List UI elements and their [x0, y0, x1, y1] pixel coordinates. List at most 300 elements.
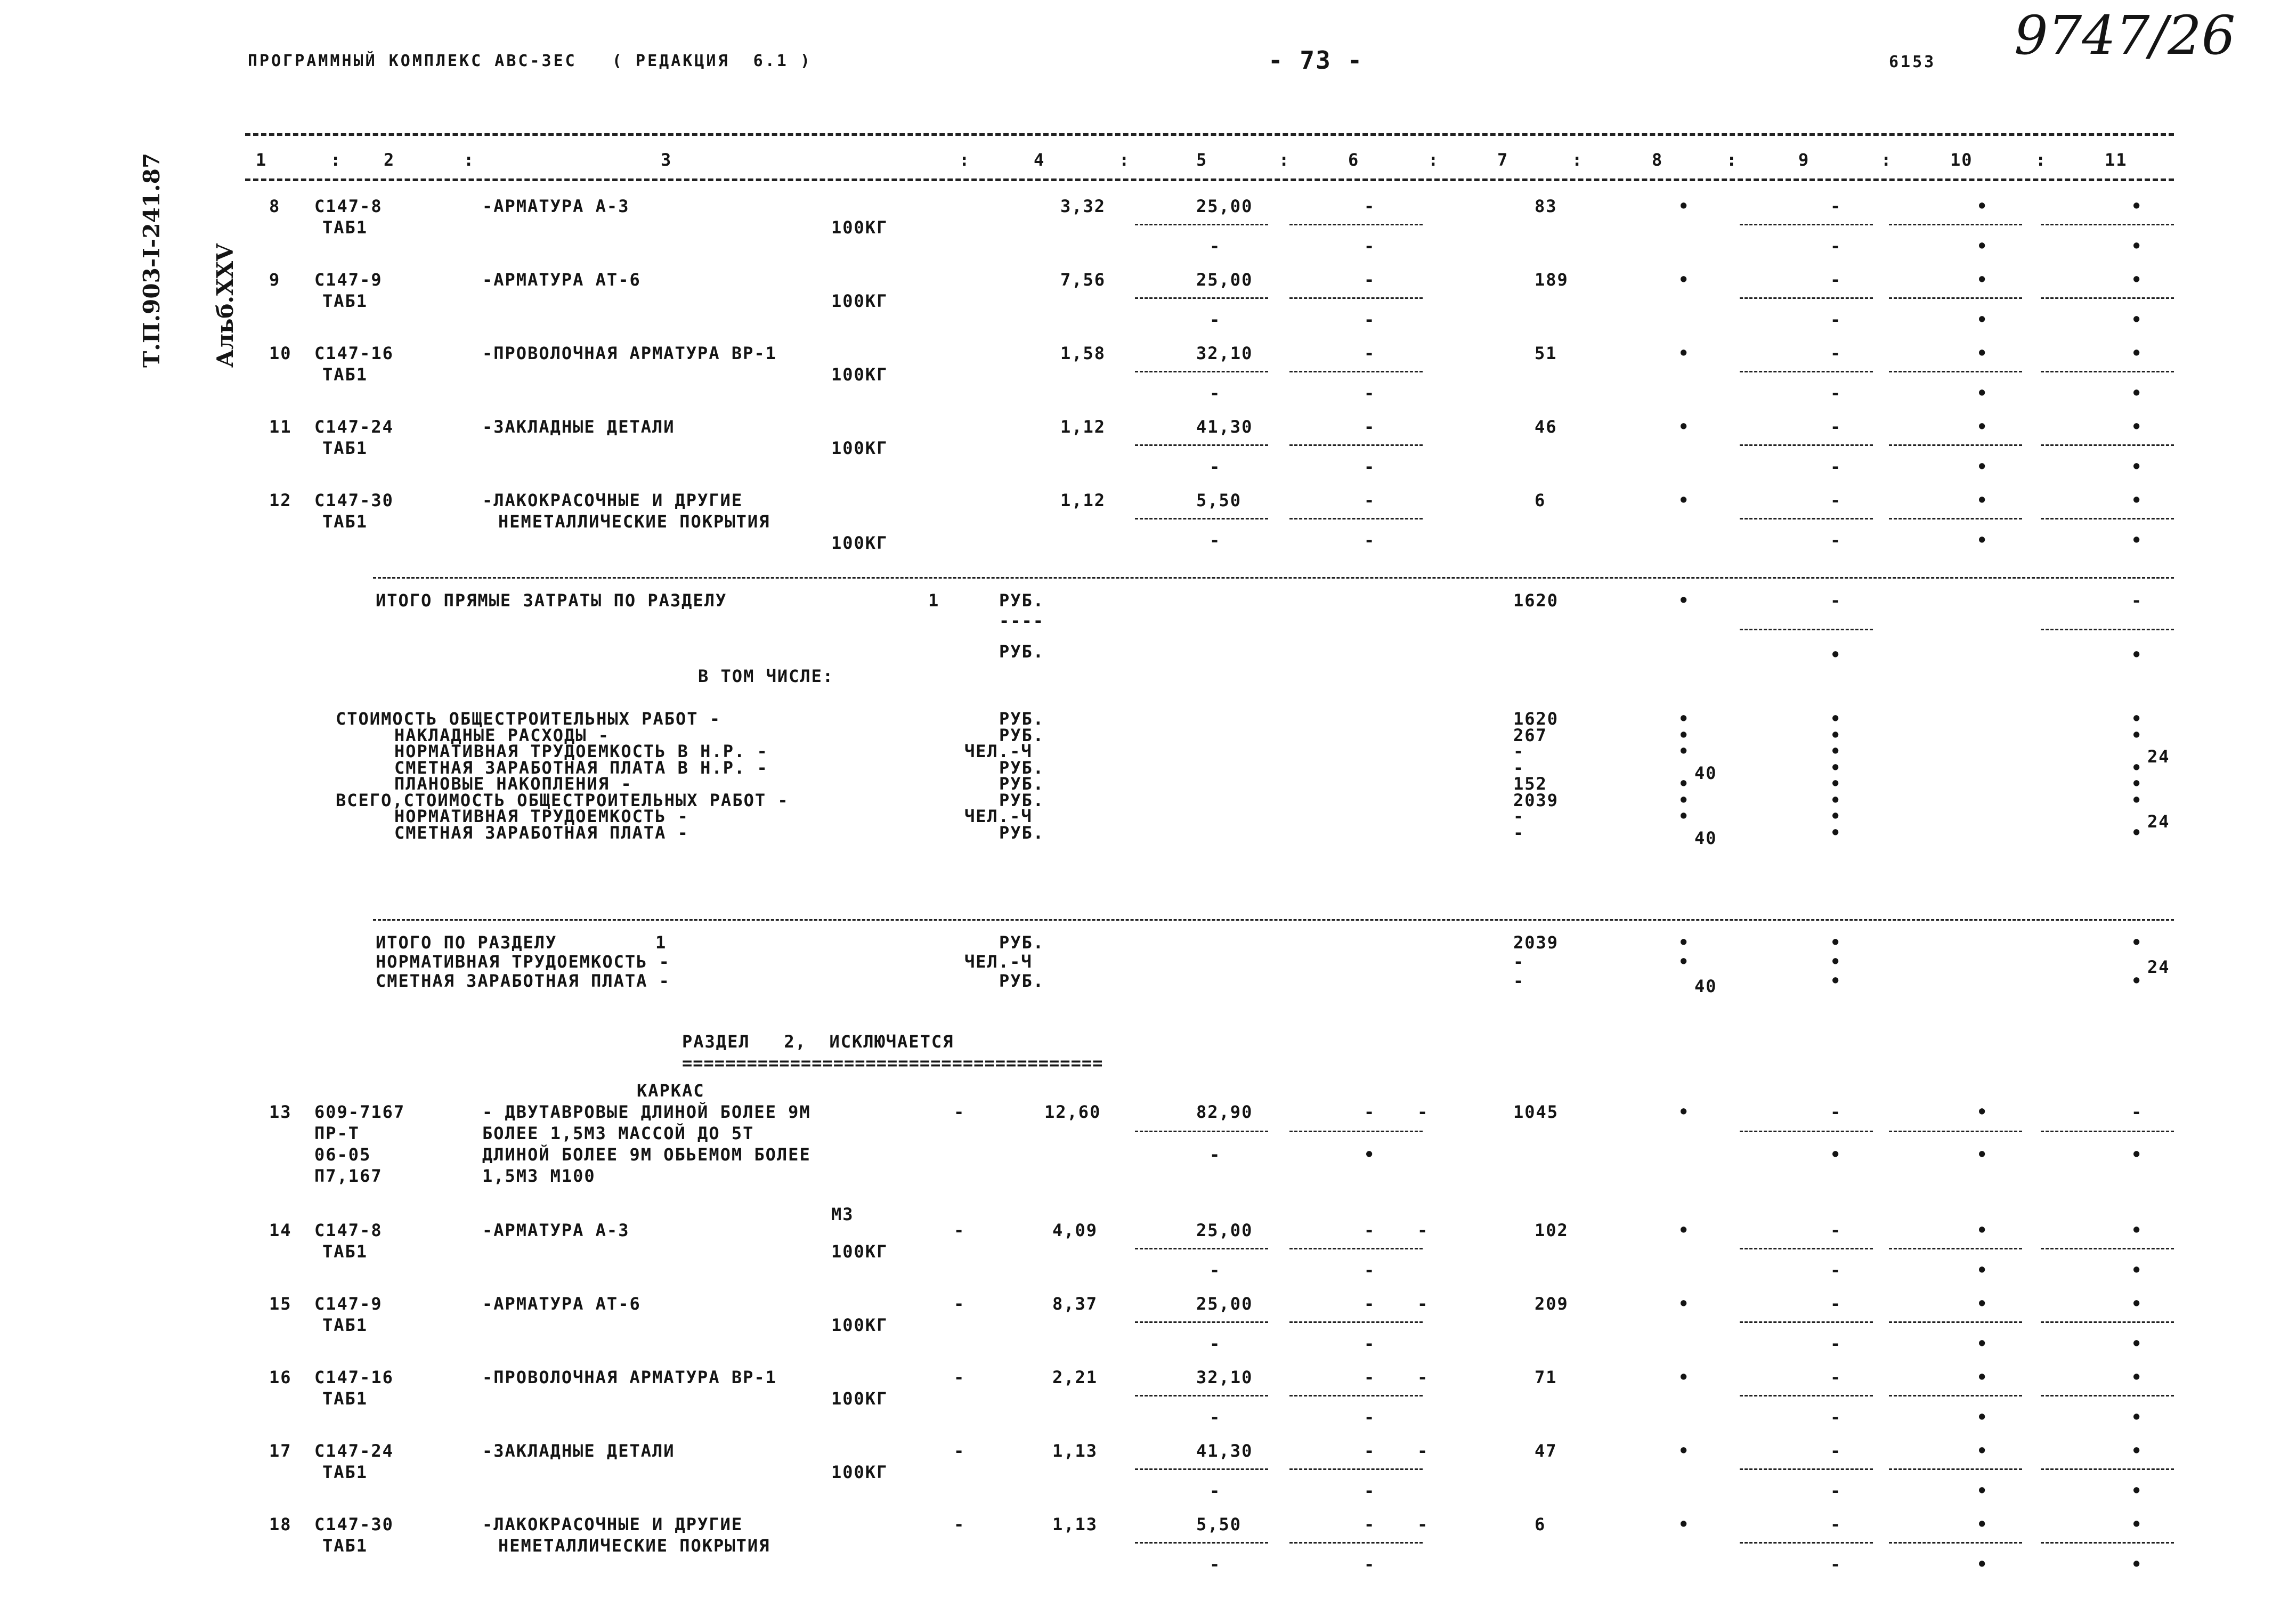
row-col6b: -	[1417, 1294, 1428, 1314]
row-col9-rule	[1740, 444, 1873, 446]
row-name: -ЛАКОКРАСОЧНЫЕ И ДРУГИЕ	[482, 1514, 743, 1534]
row-col9-rule	[1740, 1395, 1873, 1396]
row-below-11: •	[2131, 1554, 2142, 1574]
row-unit: 100КГ	[831, 1241, 888, 1262]
row-col7: 47	[1535, 1441, 1557, 1461]
summary-col8-mark: •	[1678, 774, 1689, 794]
section-total-rule	[373, 919, 2174, 921]
section-total-unit: РУБ.	[999, 971, 1045, 991]
row-col9-rule	[1740, 1131, 1873, 1132]
summary-col11-mark: •	[2131, 774, 2142, 794]
row-number: 13	[269, 1102, 292, 1122]
row-col9: -	[1830, 196, 1841, 216]
direct-costs-dash-11	[2041, 629, 2174, 630]
row-name: -АРМАТУРА А-3	[482, 196, 630, 216]
summary-label: НОРМАТИВНАЯ ТРУДОЕМКОСТЬ В Н.Р. -	[394, 741, 768, 761]
summary-label: НАКЛАДНЫЕ РАСХОДЫ -	[394, 725, 610, 745]
row-col8: •	[1678, 196, 1689, 216]
row-name: -АРМАТУРА А-3	[482, 1220, 630, 1240]
row-col11: •	[2131, 343, 2142, 363]
row-reference: ТАБ1	[322, 364, 368, 385]
row-col11-rule	[2041, 224, 2174, 225]
row-below-9: -	[1830, 310, 1841, 330]
column-number-3: 3	[661, 150, 672, 170]
row-below-10: •	[1977, 1481, 1987, 1501]
summary-col8-mark: •	[1678, 806, 1689, 826]
row-code: С147-24	[314, 417, 394, 437]
row-below-6: •	[1364, 1144, 1375, 1165]
row-code-line: ПР-Т	[314, 1123, 360, 1143]
row-number: 15	[269, 1294, 292, 1314]
direct-costs-c9-b: •	[1830, 645, 1841, 665]
row-col11-rule	[2041, 297, 2174, 299]
summary-col7: -	[1513, 741, 1525, 761]
row-below-11: •	[2131, 236, 2142, 256]
row-col10: •	[1977, 270, 1987, 290]
row-price-rule	[1135, 371, 1268, 372]
row-col10-rule	[1889, 518, 2022, 519]
row-col6: -	[1364, 343, 1375, 363]
row-col9: -	[1830, 1514, 1841, 1534]
row-name: -ЗАКЛАДНЫЕ ДЕТАЛИ	[482, 417, 675, 437]
summary-col11-mark: •	[2131, 725, 2142, 745]
row-price: 5,50	[1196, 490, 1242, 510]
row-quantity: 1,13	[1052, 1441, 1098, 1461]
row-col6b: -	[1417, 1367, 1428, 1387]
row-col11-rule	[2041, 371, 2174, 372]
row-dash-col4: -	[954, 1294, 964, 1314]
summary-col7: -	[1513, 757, 1525, 778]
document-code: 6153	[1889, 53, 1936, 71]
row-below-6: -	[1364, 1481, 1375, 1501]
row-col10-rule	[1889, 297, 2022, 299]
column-number-11: 11	[2105, 150, 2128, 170]
direct-costs-unit-2: РУБ.	[999, 642, 1045, 662]
summary-label: СТОИМОСТЬ ОБЩЕСТРОИТЕЛЬНЫХ РАБОТ -	[336, 709, 721, 729]
row-col10-rule	[1889, 1468, 2022, 1470]
row-below-6: -	[1364, 236, 1375, 256]
direct-costs-c9: -	[1830, 590, 1841, 611]
row-col9: -	[1830, 1102, 1841, 1122]
row-col11-rule	[2041, 444, 2174, 446]
row-col7: 46	[1535, 417, 1557, 437]
summary-unit: РУБ.	[999, 725, 1045, 745]
row-col11-rule	[2041, 1395, 2174, 1396]
section-total-col8: 40	[1694, 976, 1717, 996]
row-col6: -	[1364, 417, 1375, 437]
row-col6-rule	[1289, 371, 1423, 372]
row-below-11: •	[2131, 310, 2142, 330]
row-price: 41,30	[1196, 1441, 1253, 1461]
section-total-col11-mark: •	[2131, 932, 2142, 953]
row-reference: ТАБ1	[322, 291, 368, 311]
row-below-10: •	[1977, 1554, 1987, 1574]
row-number: 11	[269, 417, 292, 437]
row-dash-col4: -	[954, 1367, 964, 1387]
page-number: - 73 -	[1268, 46, 1364, 75]
row-col9: -	[1830, 1367, 1841, 1387]
row-reference: ТАБ1	[322, 1536, 368, 1556]
side-label	[91, 150, 287, 368]
row-number: 14	[269, 1220, 292, 1240]
summary-col11-mark: •	[2131, 822, 2142, 843]
direct-costs-c8: •	[1678, 590, 1689, 611]
row-price: 25,00	[1196, 1220, 1253, 1240]
row-col6-rule	[1289, 1321, 1423, 1323]
row-col6-rule	[1289, 1395, 1423, 1396]
row-col6-rule	[1289, 297, 1423, 299]
row-code-line: 06-05	[314, 1144, 371, 1165]
summary-col7: 152	[1513, 774, 1547, 794]
row-col6-rule	[1289, 444, 1423, 446]
row-below-5: -	[1210, 1260, 1220, 1280]
row-col11: •	[2131, 1220, 2142, 1240]
row-col11-rule	[2041, 1248, 2174, 1249]
column-number-1: 1	[256, 150, 267, 170]
direct-costs-value: 1620	[1513, 590, 1559, 611]
summary-col7: -	[1513, 806, 1525, 826]
column-number-5: 5	[1196, 150, 1208, 170]
row-col9: -	[1830, 417, 1841, 437]
section-total-label: СМЕТНАЯ ЗАРАБОТНАЯ ПЛАТА -	[376, 971, 670, 991]
column-separator: :	[1279, 150, 1289, 170]
row-below-9: •	[1830, 1144, 1841, 1165]
summary-unit: РУБ.	[999, 757, 1045, 778]
column-separator: :	[1726, 150, 1737, 170]
row-col8: •	[1678, 1220, 1689, 1240]
summary-col9-mark: •	[1830, 790, 1841, 810]
section-total-col9-mark: •	[1830, 971, 1841, 991]
row-below-10: •	[1977, 1407, 1987, 1427]
section-total-col11: 24	[2147, 957, 2170, 977]
row-reference: ТАБ1	[322, 1388, 368, 1409]
row-name: -ЛАКОКРАСОЧНЫЕ И ДРУГИЕ	[482, 490, 743, 510]
row-code-line: 609-7167	[314, 1102, 405, 1122]
row-col6: -	[1364, 1514, 1375, 1534]
row-below-5: -	[1210, 1334, 1220, 1354]
column-separator: :	[464, 150, 474, 170]
row-col6: -	[1364, 270, 1375, 290]
row-col11: •	[2131, 1294, 2142, 1314]
section-total-col7: -	[1513, 952, 1525, 972]
column-separator: :	[1881, 150, 1892, 170]
row-col11-rule	[2041, 1542, 2174, 1544]
row-col10: •	[1977, 196, 1987, 216]
row-col10-rule	[1889, 444, 2022, 446]
row-price-rule	[1135, 1468, 1268, 1470]
row-below-5: -	[1210, 236, 1220, 256]
row-col11: •	[2131, 1441, 2142, 1461]
row-below-10: •	[1977, 1334, 1987, 1354]
row-col8: •	[1678, 1367, 1689, 1387]
direct-costs-label: ИТОГО ПРЯМЫЕ ЗАТРАТЫ ПО РАЗДЕЛУ	[376, 590, 727, 611]
row-dash-col4: -	[954, 1514, 964, 1534]
row-below-10: •	[1977, 1260, 1987, 1280]
row-code-line: П7,167	[314, 1166, 383, 1186]
row-col10-rule	[1889, 1131, 2022, 1132]
row-quantity: 1,13	[1052, 1514, 1098, 1534]
row-quantity: 3,32	[1060, 196, 1106, 216]
row-col6: -	[1364, 1367, 1375, 1387]
row-reference: ТАБ1	[322, 1241, 368, 1262]
row-col11: •	[2131, 196, 2142, 216]
row-below-9: -	[1830, 1260, 1841, 1280]
row-col7: 83	[1535, 196, 1557, 216]
summary-col8: 40	[1694, 762, 1717, 783]
row-reference: ТАБ1	[322, 1315, 368, 1335]
summary-col11: 24	[2147, 746, 2170, 767]
summary-col8-mark: •	[1678, 709, 1689, 729]
row-dash-col4: -	[954, 1441, 964, 1461]
row-col6: -	[1364, 1220, 1375, 1240]
row-price-rule	[1135, 297, 1268, 299]
row-below-6: -	[1364, 1260, 1375, 1280]
row-col9-rule	[1740, 371, 1873, 372]
summary-col9-mark: •	[1830, 806, 1841, 826]
row-below-5: -	[1210, 1554, 1220, 1574]
row-below-9: -	[1830, 1481, 1841, 1501]
row-col11-rule	[2041, 518, 2174, 519]
row-col9: -	[1830, 1220, 1841, 1240]
row-below-11: •	[2131, 1260, 2142, 1280]
row-below-11: •	[2131, 530, 2142, 550]
summary-col11-mark: •	[2131, 757, 2142, 778]
section-total-label: НОРМАТИВНАЯ ТРУДОЕМКОСТЬ -	[376, 952, 670, 972]
column-separator: :	[330, 150, 341, 170]
row-number: 10	[269, 343, 292, 363]
column-number-6: 6	[1348, 150, 1360, 170]
row-col6b: -	[1417, 1220, 1428, 1240]
direct-costs-section: 1	[928, 590, 940, 611]
row-code: С147-30	[314, 1514, 394, 1534]
row-col7: 6	[1535, 1514, 1546, 1534]
side-label-line2: Альб.XXV	[212, 243, 238, 368]
row-unit: 100КГ	[831, 1388, 888, 1409]
row-name: -АРМАТУРА АТ-6	[482, 270, 641, 290]
row-col7: 71	[1535, 1367, 1557, 1387]
summary-unit: РУБ.	[999, 822, 1045, 843]
summary-col9-mark: •	[1830, 741, 1841, 761]
row-col6b: -	[1417, 1441, 1428, 1461]
row-name-line: БОЛЕЕ 1,5М3 МАССОЙ ДО 5Т	[482, 1123, 754, 1143]
summary-unit: ЧЕЛ.-Ч	[964, 806, 1033, 826]
section-total-col8-mark: •	[1678, 932, 1689, 953]
row-unit: 100КГ	[831, 533, 888, 553]
row-below-10: •	[1977, 457, 1987, 477]
row-unit: М3	[831, 1204, 854, 1224]
row-col10: •	[1977, 417, 1987, 437]
row-below-9: -	[1830, 457, 1841, 477]
row-col9-rule	[1740, 297, 1873, 299]
column-number-2: 2	[384, 150, 395, 170]
row-col11: •	[2131, 1367, 2142, 1387]
row-col6-rule	[1289, 224, 1423, 225]
row-col6: -	[1364, 196, 1375, 216]
row-unit: 100КГ	[831, 364, 888, 385]
row-col9: -	[1830, 270, 1841, 290]
row-col9-rule	[1740, 1248, 1873, 1249]
row-unit: 100КГ	[831, 291, 888, 311]
row-below-9: -	[1830, 1334, 1841, 1354]
row-col6: -	[1364, 1294, 1375, 1314]
row-unit: 100КГ	[831, 217, 888, 238]
row-below-6: -	[1364, 1407, 1375, 1427]
column-number-7: 7	[1497, 150, 1509, 170]
row-col8: •	[1678, 270, 1689, 290]
summary-label: СМЕТНАЯ ЗАРАБОТНАЯ ПЛАТА В Н.Р. -	[394, 757, 768, 778]
row-reference: ТАБ1	[322, 438, 368, 458]
header-rule-top	[245, 133, 2174, 136]
row-below-6: -	[1364, 457, 1375, 477]
row-col6: -	[1364, 490, 1375, 510]
row-col10: •	[1977, 343, 1987, 363]
row-col10-rule	[1889, 224, 2022, 225]
column-number-8: 8	[1652, 150, 1664, 170]
summary-col9-mark: •	[1830, 725, 1841, 745]
row-number: 16	[269, 1367, 292, 1387]
row-col8: •	[1678, 417, 1689, 437]
section-total-col9-mark: •	[1830, 952, 1841, 972]
row-col10-rule	[1889, 1395, 2022, 1396]
program-header: ПРОГРАММНЫЙ КОМПЛЕКС АВС-ЗЕС ( РЕДАКЦИЯ 6.1 )	[248, 52, 812, 70]
row-col11: •	[2131, 1514, 2142, 1534]
row-col11-rule	[2041, 1321, 2174, 1323]
section2-subtitle: КАРКАС	[637, 1081, 705, 1101]
summary-unit: РУБ.	[999, 790, 1045, 810]
row-number: 18	[269, 1514, 292, 1534]
summary-col9-mark: •	[1830, 709, 1841, 729]
row-number: 8	[269, 196, 281, 216]
summary-label: НОРМАТИВНАЯ ТРУДОЕМКОСТЬ -	[394, 806, 689, 826]
row-quantity: 2,21	[1052, 1367, 1098, 1387]
row-col9-rule	[1740, 1468, 1873, 1470]
summary-col11: 24	[2147, 811, 2170, 832]
row-quantity: 4,09	[1052, 1220, 1098, 1240]
column-separator: :	[1572, 150, 1583, 170]
row-col9-rule	[1740, 518, 1873, 519]
row-price-rule	[1135, 1321, 1268, 1323]
row-below-6: -	[1364, 530, 1375, 550]
row-price: 25,00	[1196, 1294, 1253, 1314]
row-reference: ТАБ1	[322, 511, 368, 532]
row-col9-rule	[1740, 224, 1873, 225]
section2-title: РАЗДЕЛ 2, ИСКЛЮЧАЕТСЯ	[682, 1032, 954, 1052]
section-total-col8-mark: •	[1678, 952, 1689, 972]
column-separator: :	[959, 150, 970, 170]
row-below-5: -	[1210, 457, 1220, 477]
row-name: -ПРОВОЛОЧНАЯ АРМАТУРА ВР-1	[482, 343, 777, 363]
summary-col9-mark: •	[1830, 757, 1841, 778]
summary-unit: РУБ.	[999, 709, 1045, 729]
row-quantity: 1,58	[1060, 343, 1106, 363]
row-col10: •	[1977, 1294, 1987, 1314]
row-price: 25,00	[1196, 196, 1253, 216]
row-col10-rule	[1889, 371, 2022, 372]
row-below-10: •	[1977, 530, 1987, 550]
row-price: 25,00	[1196, 270, 1253, 290]
row-below-11: •	[2131, 1334, 2142, 1354]
row-code: С147-16	[314, 1367, 394, 1387]
row-col7: 6	[1535, 490, 1546, 510]
row-price-rule	[1135, 1542, 1268, 1544]
row-col11: •	[2131, 417, 2142, 437]
row-below-10: •	[1977, 310, 1987, 330]
row-below-5: -	[1210, 1144, 1220, 1165]
summary-col9-mark: •	[1830, 822, 1841, 843]
section2-underline: =======================================	[682, 1053, 1103, 1073]
summary-unit: ЧЕЛ.-Ч	[964, 741, 1033, 761]
row-quantity: 1,12	[1060, 490, 1106, 510]
direct-costs-unit-dash: ----	[999, 611, 1045, 631]
row-below-5: -	[1210, 310, 1220, 330]
row-quantity: 8,37	[1052, 1294, 1098, 1314]
row-below-11: •	[2131, 1481, 2142, 1501]
row-below-11: •	[2131, 1144, 2142, 1165]
row-reference: ТАБ1	[322, 217, 368, 238]
row-name-line: ДЛИНОЙ БОЛЕЕ 9М ОБЬЕМОМ БОЛЕЕ	[482, 1144, 811, 1165]
row-col11: •	[2131, 270, 2142, 290]
row-price: 82,90	[1196, 1102, 1253, 1122]
row-below-6: -	[1364, 310, 1375, 330]
row-code: С147-8	[314, 196, 383, 216]
row-code: С147-30	[314, 490, 394, 510]
row-unit: 100КГ	[831, 1462, 888, 1482]
row-price: 41,30	[1196, 417, 1253, 437]
summary-col11-mark: •	[2131, 790, 2142, 810]
summary-col7: 2039	[1513, 790, 1559, 810]
row-col10: •	[1977, 1102, 1987, 1122]
summary-label: СМЕТНАЯ ЗАРАБОТНАЯ ПЛАТА -	[394, 822, 689, 843]
direct-costs-rule	[373, 577, 2174, 579]
row-col7: 102	[1535, 1220, 1569, 1240]
row-below-6: -	[1364, 1554, 1375, 1574]
row-price-rule	[1135, 444, 1268, 446]
row-col6-rule	[1289, 1542, 1423, 1544]
row-name-line: - ДВУТАВРОВЫЕ ДЛИНОЙ БОЛЕЕ 9М	[482, 1102, 811, 1122]
section-total-unit: ЧЕЛ.-Ч	[964, 952, 1033, 972]
section-total-col7: 2039	[1513, 932, 1559, 953]
direct-costs-unit: РУБ.	[999, 590, 1045, 611]
summary-col7: -	[1513, 822, 1525, 843]
row-below-9: -	[1830, 530, 1841, 550]
row-col8: •	[1678, 1514, 1689, 1534]
row-col11: -	[2131, 1102, 2142, 1122]
column-separator: :	[2035, 150, 2046, 170]
row-col8: •	[1678, 343, 1689, 363]
row-col6: -	[1364, 1441, 1375, 1461]
row-below-9: -	[1830, 236, 1841, 256]
row-below-11: •	[2131, 383, 2142, 403]
row-below-10: •	[1977, 236, 1987, 256]
row-quantity: 1,12	[1060, 417, 1106, 437]
row-below-5: -	[1210, 530, 1220, 550]
row-number: 12	[269, 490, 292, 510]
row-price-rule	[1135, 1248, 1268, 1249]
row-below-10: •	[1977, 383, 1987, 403]
summary-col11-mark: •	[2131, 709, 2142, 729]
direct-costs-c11-b: •	[2131, 645, 2142, 665]
row-below-5: -	[1210, 383, 1220, 403]
row-price: 32,10	[1196, 1367, 1253, 1387]
row-dash-col4: -	[954, 1220, 964, 1240]
row-col10: •	[1977, 1441, 1987, 1461]
row-below-10: •	[1977, 1144, 1987, 1165]
handwritten-id: 9747/26	[2014, 4, 2236, 67]
summary-col7: 1620	[1513, 709, 1559, 729]
row-quantity: 7,56	[1060, 270, 1106, 290]
row-col9: -	[1830, 490, 1841, 510]
row-col10: •	[1977, 1367, 1987, 1387]
